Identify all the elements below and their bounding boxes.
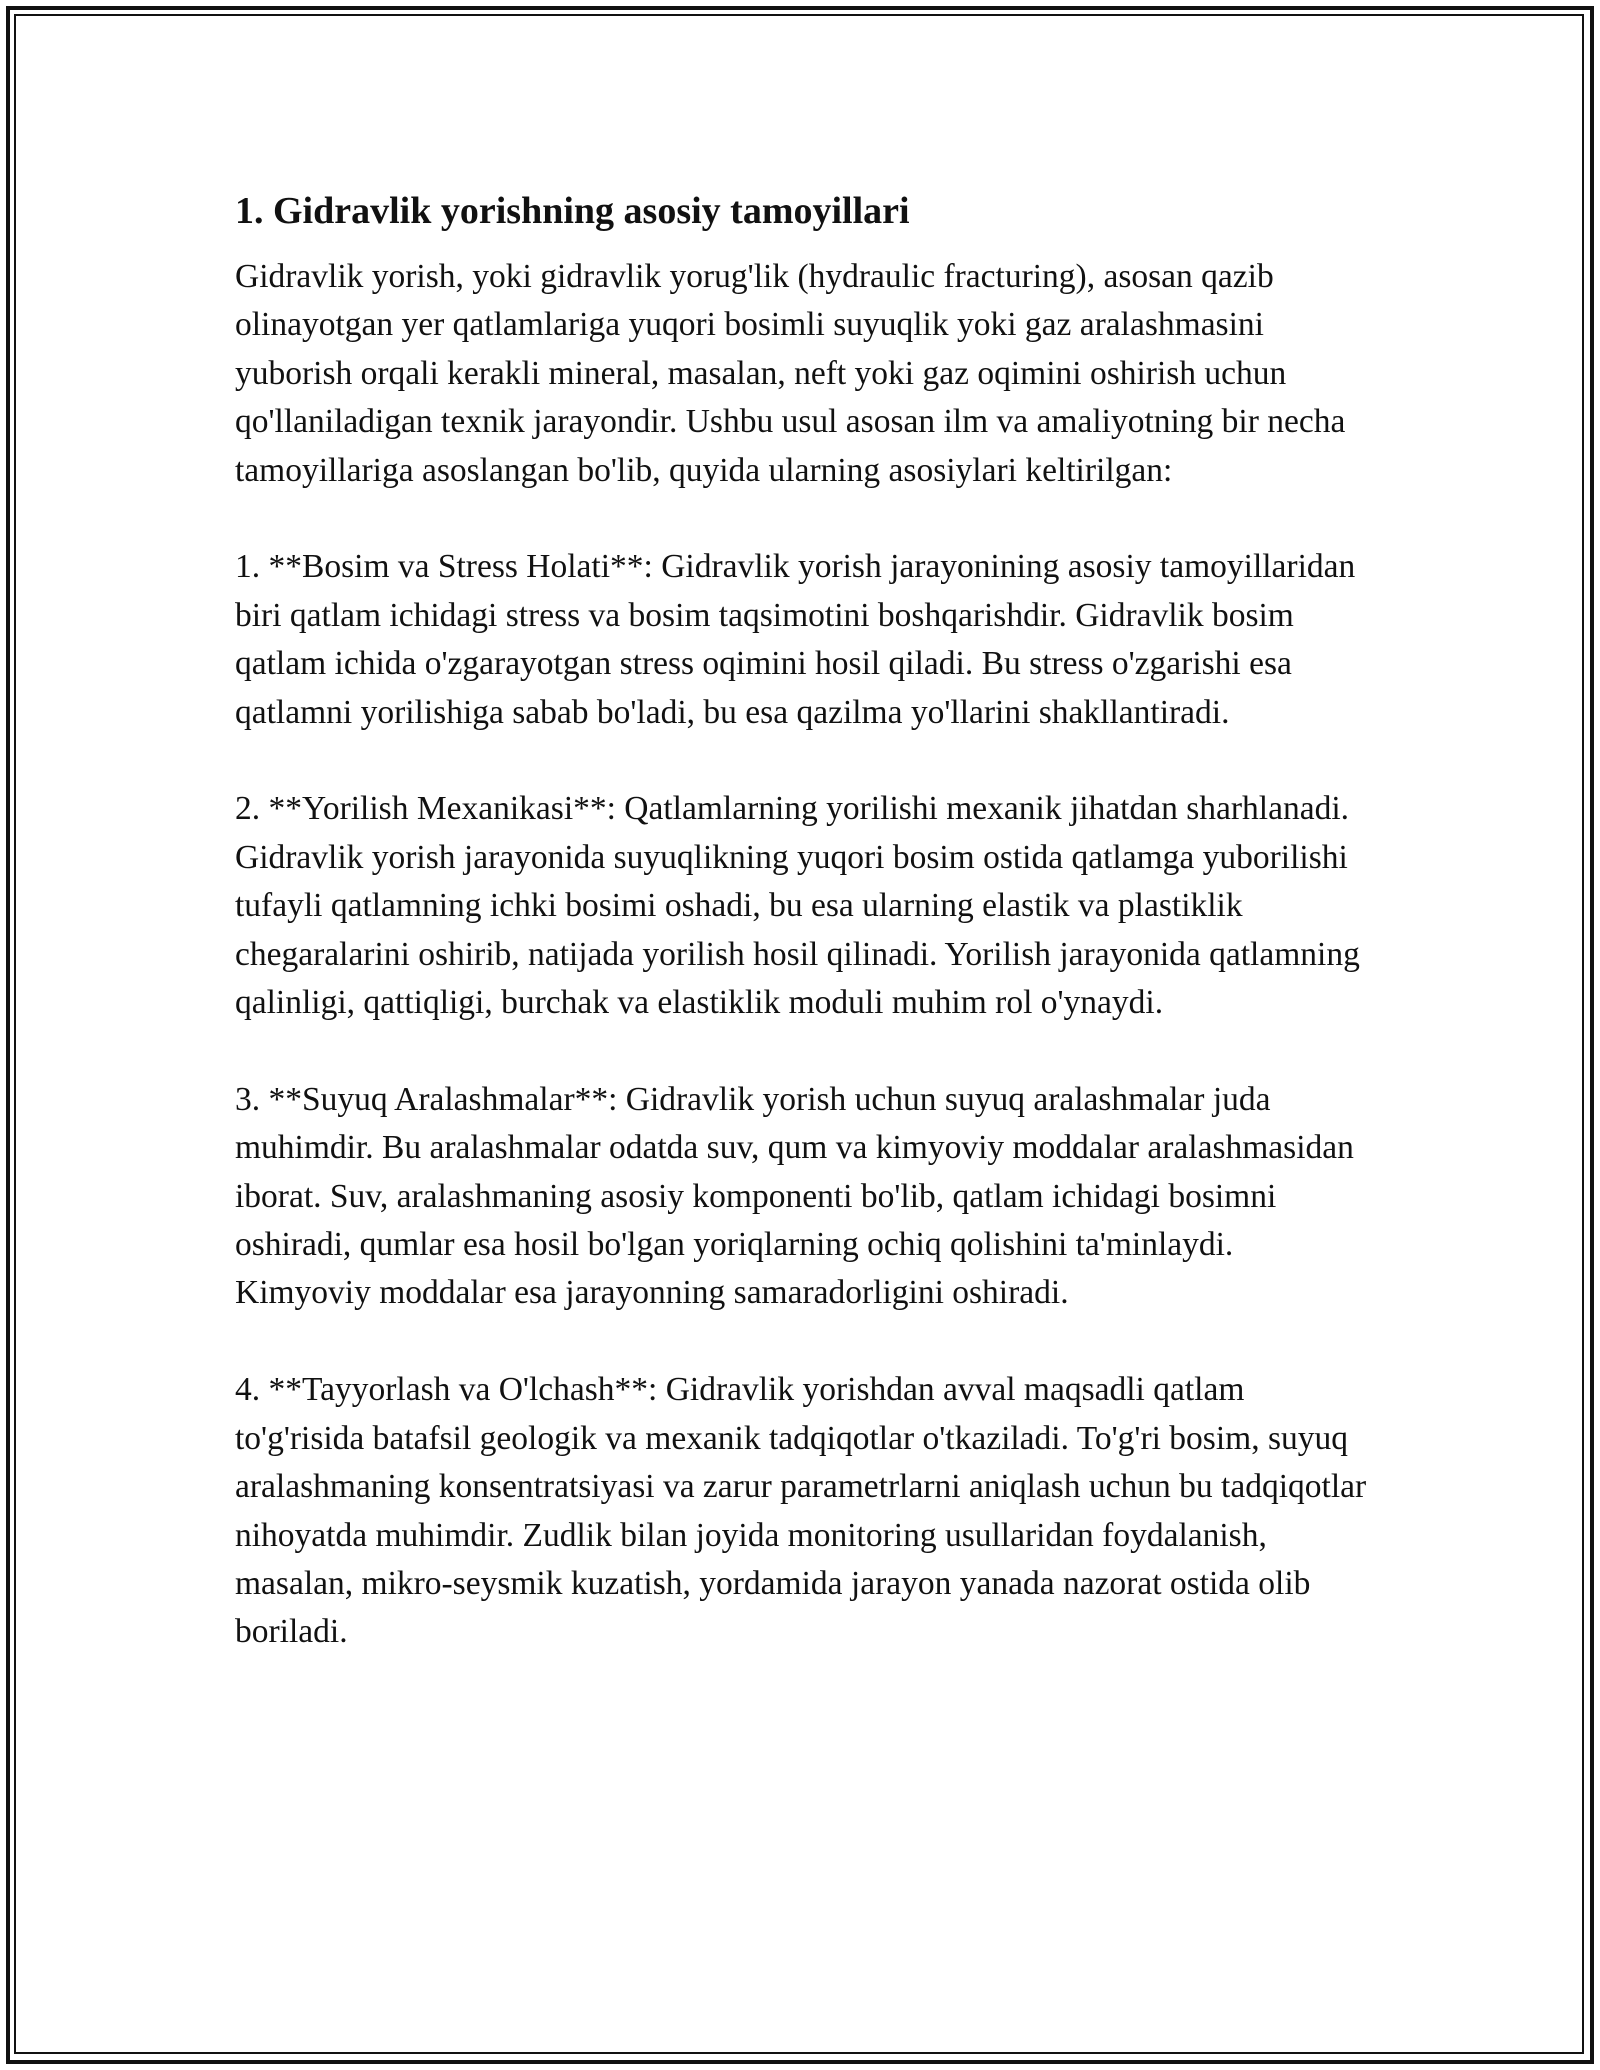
section-title: 1. Gidravlik yorishning asosiy tamoyillari (235, 190, 910, 232)
document-body (235, 185, 1370, 1657)
paragraph-suyuq-aralashmalar: 3. **Suyuq Aralashmalar**: Gidravlik yorish uchun suyuq aralashmalar juda muhimdir. Bu aralashmalar odatda suv, qum va kimyoviy moddalar aralashmasidan iborat. Suv, aralashmaning asosiy komponenti bo'lib, qatlam ichidagi bosimni oshiradi, qumlar esa hosil bo'lgan yoriqlarning ochiq qolishini ta'minlaydi. Kimyoviy moddalar esa jarayonning samaradorligini oshiradi. (235, 1080, 1354, 1312)
paragraph-tayyorlash-olchash: 4. **Tayyorlash va O'lchash**: Gidravlik yorishdan avval maqsadli qatlam to'g'risida batafsil geologik va mexanik tadqiqotlar o'tkaziladi. To'g'ri bosim, suyuq aralashmaning konsentratsiyasi va zarur parametrlarni aniqlash uchun bu tadqiqotlar nihoyatda muhimdir. Zudlik bilan joyida monitoring usullaridan foydalanish, masalan, mikro-seysmik kuzatish, yordamida jarayon yanada nazorat ostida olib boriladi. (235, 1371, 1367, 1651)
paragraph-yorilish-mexanikasi: 2. **Yorilish Mexanikasi**: Qatlamlarning yorilishi mexanik jihatdan sharhlanadi. Gidravlik yorish jarayonida suyuqlikning yuqori bosim ostida qatlamga yuborilishi tufayli qatlamning ichki bosimi oshadi, bu esa ularning elastik va plastiklik chegaralarini oshirib, natijada yorilish hosil qilinadi. Yorilish jarayonida qatlamning qalinligi, qattiqligi, burchak va elastiklik moduli muhim rol o'ynaydi. (235, 790, 1360, 1022)
intro-paragraph: Gidravlik yorish, yoki gidravlik yorug'lik (hydraulic fracturing), asosan qazib olinayotgan yer qatlamlariga yuqori bosimli suyuqlik yoki gaz aralashmasini yuborish orqali kerakli mineral, masalan, neft yoki gaz oqimini oshirish uchun qo'llaniladigan texnik jarayondir. Ushbu usul asosan ilm va amaliyotning bir necha tamoyillariga asoslangan bo'lib, quyida ularning asosiylari keltirilgan: (235, 258, 1346, 489)
paragraph-bosim-stress: 1. **Bosim va Stress Holati**: Gidravlik yorish jarayonining asosiy tamoyillaridan biri qatlam ichidagi stress va bosim taqsimotini boshqarishdir. Gidravlik bosim qatlam ichida o'zgarayotgan stress oqimini hosil qiladi. Bu stress o'zgarishi esa qatlamni yorilishiga sabab bo'ladi, bu esa qazilma yo'llarini shakllantiradi. (235, 548, 1356, 731)
